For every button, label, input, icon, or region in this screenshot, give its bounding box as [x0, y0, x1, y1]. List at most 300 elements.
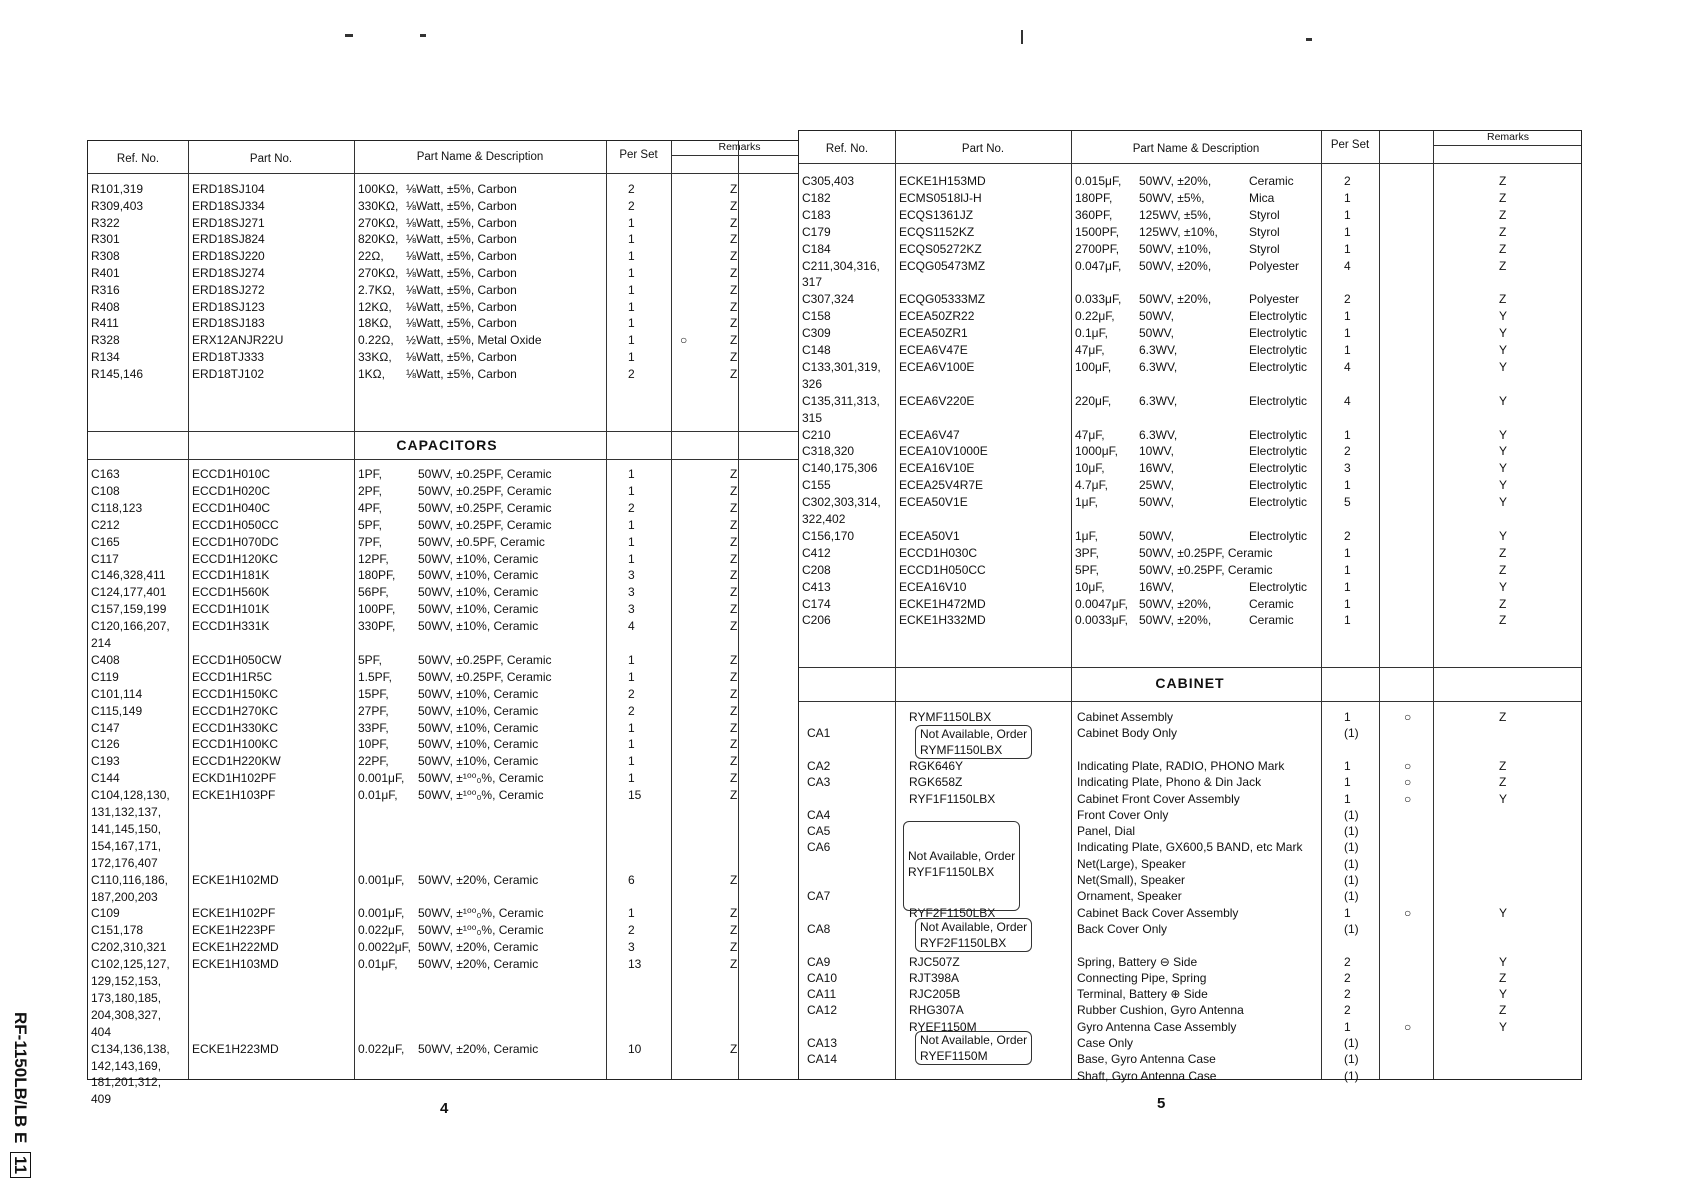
table-row: [799, 291, 1581, 307]
cell-val: 18KΩ,: [358, 316, 392, 331]
cell-part: ECKE1H222MD: [192, 940, 279, 955]
cabinet-title: CABINET: [1155, 675, 1225, 691]
cell-ref: C158: [802, 309, 831, 324]
table-row: [88, 922, 806, 938]
cell-part: ECKE1H103PF: [192, 788, 276, 803]
cell-ref: CA12: [807, 1003, 838, 1018]
cell-qty: 1: [628, 232, 635, 247]
table-row: [88, 500, 806, 516]
cell-val: 22PF,: [358, 754, 389, 769]
table-row: [799, 954, 1581, 970]
cell-desc: Ornament, Speaker: [1077, 889, 1182, 904]
cell-val: 12PF,: [358, 551, 389, 566]
header-part: Part No.: [249, 153, 293, 165]
cell-qty: 1: [1344, 241, 1351, 256]
cell-desc: 50WV, ±10%, Ceramic: [418, 703, 539, 718]
cell-desc: 50WV, ±0.25PF, Ceramic: [418, 517, 552, 532]
cell-qty: 1: [1344, 562, 1351, 577]
cell-rem: Z: [1499, 970, 1507, 985]
cell-desc: ⅛Watt, ±5%, Carbon: [406, 316, 517, 331]
cell-qty: 13: [628, 957, 642, 972]
cell-qty: 1: [628, 316, 635, 331]
cell-rem: Z: [730, 957, 738, 972]
cell-part: ECCD1H560K: [192, 585, 270, 600]
cell-qty: 5: [1344, 495, 1351, 510]
cell-rem: Y: [1499, 495, 1508, 510]
cell-ref: 315: [802, 410, 823, 425]
cell-val: 1.5PF,: [358, 669, 393, 684]
cell-type: Electrolytic: [1249, 579, 1308, 594]
cell-qty: 1: [628, 350, 635, 364]
cell-ref: C124,177,401: [91, 585, 167, 600]
cell-desc: 50WV, ±0.25PF, Ceramic: [418, 467, 552, 481]
cell-qty: 2: [1344, 174, 1351, 188]
cell-part: RHG307A: [909, 1003, 964, 1018]
cell-ref: C155: [802, 478, 831, 493]
cell-ref: R301: [91, 232, 120, 247]
cell-qty: 1: [1344, 596, 1351, 611]
cell-ref: CA10: [807, 970, 838, 985]
cell-desc: 10WV,: [1139, 444, 1174, 459]
cell-rem: Z: [730, 754, 738, 769]
cell-rem: Z: [730, 500, 738, 515]
cell-qty: 1: [628, 720, 635, 735]
header-remarks: Remarks: [718, 141, 761, 153]
cell-ref: 404: [91, 1024, 112, 1039]
cell-desc: Front Cover Only: [1077, 807, 1169, 822]
cell-val: 7PF,: [358, 534, 383, 549]
cell-desc: 50WV,: [1139, 528, 1174, 543]
cell-part: RYEF1150M: [909, 1019, 977, 1034]
model-label: RF-1150LB/LB E: [11, 1012, 30, 1144]
cell-qty: 3: [628, 940, 635, 955]
cell-desc: 50WV, ±0.25PF, Ceramic: [418, 483, 552, 498]
cell-part: ECCD1H150KC: [192, 686, 279, 701]
cell-ref: C212: [91, 517, 120, 532]
cell-desc: 50WV, ±10%, Ceramic: [418, 585, 539, 600]
table-row: [799, 241, 1581, 257]
cell-qty: 1: [1344, 478, 1351, 493]
cell-desc: 50WV,: [1139, 495, 1174, 510]
table-row: [88, 299, 806, 315]
cell-part: RGK658Z: [909, 775, 963, 790]
cell-val: 2.7KΩ,: [358, 282, 395, 297]
table-row: [88, 635, 806, 651]
cell-part: ECEA6V47E: [899, 343, 968, 357]
cell-val: 27PF,: [358, 703, 389, 718]
cell-desc: 6.3WV,: [1139, 427, 1178, 442]
table-row: [88, 282, 806, 298]
cell-part: ECKE1H102PF: [192, 906, 276, 921]
table-row: [88, 248, 806, 264]
cell-ref: C202,310,321: [91, 940, 167, 955]
cell-type: Electrolytic: [1249, 444, 1308, 459]
cell-ref: C183: [802, 207, 831, 222]
cell-desc: 50WV, ±10%, Ceramic: [418, 737, 539, 752]
cell-ref: C133,301,319,: [802, 359, 881, 374]
cell-desc: 50WV, ±¹⁰⁰₀%, Ceramic: [418, 923, 544, 938]
cell-val: 3PF,: [1075, 545, 1100, 560]
cell-rem: Z: [730, 551, 738, 566]
cell-desc: 50WV, ±10%, Ceramic: [418, 619, 539, 634]
header-remarks: Remarks: [1486, 131, 1529, 143]
cell-val: 0.1μF,: [1075, 326, 1108, 341]
cell-type: Electrolytic: [1249, 359, 1308, 374]
cell-qty: 1: [628, 906, 635, 921]
cell-ref: C117: [91, 551, 119, 566]
table-row: [799, 410, 1581, 426]
cell-desc: 50WV, ±20%,: [1139, 292, 1212, 307]
header-desc: Part Name & Description: [416, 151, 544, 163]
cell-ref: 326: [802, 376, 823, 391]
cell-qty: 1: [628, 737, 635, 752]
cell-qty: (1): [1344, 807, 1359, 822]
cell-rem: Z: [1499, 174, 1507, 188]
table-row: [88, 669, 806, 685]
cell-desc: 6.3WV,: [1139, 393, 1178, 408]
cell-part: ERD18SJ271: [192, 215, 265, 230]
cell-desc: Indicating Plate, Phono & Din Jack: [1077, 775, 1262, 790]
cell-part: RJT398A: [909, 970, 960, 985]
cell-qty: 1: [1344, 1019, 1351, 1034]
cell-part: ECEA16V10E: [899, 461, 975, 476]
cell-rem: Y: [1499, 987, 1508, 1002]
cell-desc: 50WV, ±0.25PF, Ceramic: [418, 500, 552, 515]
table-row: [799, 1002, 1581, 1018]
note-not-available: Not Available, Order RYMF1150LBX: [915, 725, 1032, 759]
cell-desc: 50WV, ±20%,: [1139, 258, 1212, 273]
cell-ref: R308: [91, 249, 120, 264]
cell-qty: 1: [628, 333, 635, 348]
cell-rem: Z: [1499, 758, 1507, 773]
cell-val: 0.0033μF,: [1075, 613, 1128, 628]
cell-ref: C135,311,313,: [802, 393, 880, 408]
cell-rem: Z: [730, 215, 738, 230]
cell-qty: 3: [1344, 461, 1351, 476]
cell-part: ECCD1H010C: [192, 467, 271, 481]
cell-rem: Z: [1499, 224, 1507, 239]
cell-val: 10PF,: [358, 737, 389, 752]
cell-val: 0.01μF,: [358, 957, 398, 972]
cell-desc: 50WV, ±0.25PF, Ceramic: [418, 669, 552, 684]
cell-part: ECCD1H050CC: [899, 562, 986, 577]
cell-ref: C412: [802, 545, 831, 560]
table-row: [88, 349, 806, 365]
table-row: [88, 265, 806, 281]
table-row: [799, 1068, 1581, 1084]
cell-desc: Cabinet Assembly: [1077, 710, 1174, 724]
table-row: [88, 736, 806, 752]
table-row: [799, 274, 1581, 290]
cell-part: RYF1F1150LBX: [909, 791, 996, 806]
cell-qty: (1): [1344, 856, 1359, 871]
cell-rem: Y: [1499, 343, 1508, 357]
cell-desc: 50WV, ±0.5PF, Ceramic: [418, 534, 545, 549]
capacitors-title: CAPACITORS: [396, 437, 498, 453]
cell-type: Electrolytic: [1249, 478, 1308, 493]
cell-part: ECCD1H020C: [192, 483, 271, 498]
cell-part: ECCD1H040C: [192, 500, 271, 515]
cell-desc: Shaft, Gyro Antenna Case: [1077, 1068, 1217, 1083]
cell-ref: R145,146: [91, 366, 144, 381]
table-row: [88, 720, 806, 736]
cell-qty: (1): [1344, 889, 1359, 904]
cell-ref: 142,143,169,: [91, 1058, 162, 1073]
cell-rem: Z: [730, 923, 738, 938]
cell-qty: 2: [1344, 970, 1351, 985]
cell-ref: C151,178: [91, 923, 144, 938]
note-not-available: Not Available, Order RYEF1150M: [915, 1031, 1032, 1065]
cell-ref: 154,167,171,: [91, 838, 162, 853]
scan-mark: [1021, 30, 1023, 44]
cell-qty: 10: [628, 1041, 642, 1056]
cell-qty: 1: [628, 517, 635, 532]
cell-ref: 181,201,312,: [91, 1075, 162, 1090]
cell-qty: 1: [1344, 207, 1351, 222]
cell-ref: C120,166,207,: [91, 619, 170, 634]
table-row: [799, 791, 1581, 807]
cell-desc: Gyro Antenna Case Assembly: [1077, 1019, 1237, 1034]
table-row: [799, 774, 1581, 790]
cell-ref: C210: [802, 427, 831, 442]
cell-ref: C140,175,306: [802, 461, 878, 476]
cell-val: 330PF,: [358, 619, 396, 634]
header-part: Part No.: [961, 143, 1005, 155]
cell-rem: Z: [730, 198, 738, 213]
cell-qty: 1: [1344, 710, 1351, 724]
cell-ref: C118,123: [91, 500, 143, 515]
cell-qty: 4: [1344, 359, 1351, 374]
cell-ref: 131,132,137,: [91, 805, 162, 819]
cell-qty: 1: [1344, 613, 1351, 628]
table-row: [799, 612, 1581, 628]
cell-desc: 50WV, ±10%,: [1139, 241, 1212, 256]
cell-desc: Cabinet Back Cover Assembly: [1077, 905, 1239, 920]
table-row: [88, 1074, 806, 1090]
cell-part: ECEA50V1: [899, 528, 960, 543]
cell-qty: (1): [1344, 1052, 1359, 1067]
cell-ref: 204,308,327,: [91, 1007, 162, 1022]
cell-val: 0.001μF,: [358, 872, 405, 887]
cell-mark: ○: [680, 333, 688, 348]
cell-rem: Z: [1499, 562, 1507, 577]
cell-qty: 1: [628, 754, 635, 769]
cell-val: 270KΩ,: [358, 266, 399, 280]
cell-qty: (1): [1344, 726, 1359, 741]
cell-ref: CA8: [807, 921, 831, 936]
cell-qty: 1: [628, 467, 635, 481]
cell-rem: Z: [730, 266, 738, 280]
cell-ref: C134,136,138,: [91, 1041, 170, 1056]
cell-mark: ○: [1404, 775, 1412, 790]
table-row: [88, 990, 806, 1006]
note-not-available: Not Available, Order RYF1F1150LBX: [903, 821, 1020, 911]
cell-desc: 50WV, ±10%, Ceramic: [418, 568, 539, 583]
cell-part: ERD18TJ333: [192, 350, 265, 364]
cell-ref: C104,128,130,: [91, 788, 170, 803]
table-row: [799, 596, 1581, 612]
cell-desc: 50WV, ±¹⁰⁰₀%, Ceramic: [418, 788, 544, 803]
cell-ref: CA4: [807, 807, 831, 822]
cell-ref: C146,328,411: [91, 568, 166, 583]
table-row: [799, 224, 1581, 240]
table-row: [799, 342, 1581, 358]
cell-qty: (1): [1344, 824, 1359, 839]
table-row: [88, 601, 806, 617]
cell-type: Electrolytic: [1249, 461, 1308, 476]
cell-ref: C101,114: [91, 686, 143, 701]
cell-ref: CA9: [807, 954, 831, 969]
cell-desc: Rubber Cushion, Gyro Antenna: [1077, 1003, 1244, 1018]
cell-mark: ○: [1404, 905, 1412, 920]
cell-qty: 6: [628, 872, 635, 887]
cell-part: ECQS1152KZ: [899, 224, 975, 239]
table-row: [88, 181, 806, 197]
cell-ref: C179: [802, 224, 831, 239]
cell-desc: 50WV, ±¹⁰⁰₀%, Ceramic: [418, 771, 544, 786]
cell-part: RGK646Y: [909, 758, 964, 773]
cell-part: ECCD1H070DC: [192, 534, 279, 549]
cell-ref: R309,403: [91, 198, 144, 213]
cell-desc: ⅛Watt, ±5%, Carbon: [406, 249, 517, 264]
cell-val: 1PF,: [358, 467, 383, 481]
cell-part: ECKE1H103MD: [192, 957, 279, 972]
cell-desc: 50WV, ±20%, Ceramic: [418, 957, 539, 972]
cell-ref: C318,320: [802, 444, 855, 459]
cell-rem: Y: [1499, 579, 1508, 594]
cell-ref: CA6: [807, 840, 831, 855]
cell-desc: Net(Small), Speaker: [1077, 873, 1186, 887]
header-ref: Ref. No.: [825, 143, 869, 155]
table-row: [88, 551, 806, 567]
cell-qty: 1: [628, 551, 635, 566]
header-ref: Ref. No.: [116, 153, 160, 165]
cell-qty: 3: [628, 568, 635, 583]
table-row: [88, 939, 806, 955]
cell-qty: (1): [1344, 921, 1359, 936]
cell-rem: Y: [1499, 326, 1508, 341]
cell-rem: Z: [730, 249, 738, 264]
cell-rem: Y: [1499, 359, 1508, 374]
cell-desc: 50WV, ±10%, Ceramic: [418, 754, 539, 769]
cell-qty: 2: [1344, 954, 1351, 969]
cell-ref: CA3: [807, 775, 831, 790]
table-row: [88, 584, 806, 600]
cell-desc: Base, Gyro Antenna Case: [1077, 1052, 1216, 1067]
cell-ref: C184: [802, 241, 831, 256]
cell-desc: 125WV, ±10%,: [1139, 224, 1218, 239]
cell-val: 2700PF,: [1075, 241, 1120, 256]
cell-ref: R134: [91, 350, 120, 364]
cell-ref: CA1: [807, 726, 831, 741]
cell-part: ERD18SJ334: [192, 198, 265, 213]
cell-ref: R408: [91, 299, 120, 314]
cell-part: ECKE1H223MD: [192, 1041, 279, 1056]
cell-type: Electrolytic: [1249, 528, 1308, 543]
table-row: [88, 821, 806, 837]
table-row: [88, 889, 806, 905]
cell-rem: Z: [730, 568, 738, 583]
table-row: [88, 905, 806, 921]
table-row: [88, 1041, 806, 1057]
cell-ref: C115,149: [91, 703, 143, 718]
cell-val: 22Ω,: [358, 249, 384, 264]
table-row: [799, 562, 1581, 578]
cell-part: ECCD1H220KW: [192, 754, 281, 769]
table-row: [88, 787, 806, 803]
cell-part: ERD18SJ104: [192, 182, 265, 196]
table-row: [88, 804, 806, 820]
cell-rem: Z: [730, 467, 738, 481]
cell-qty: 2: [628, 182, 635, 196]
cell-qty: 3: [628, 602, 635, 617]
table-row: [799, 460, 1581, 476]
cell-ref: CA14: [807, 1052, 838, 1067]
cell-ref: R328: [91, 333, 120, 348]
cell-desc: 50WV, ±10%, Ceramic: [418, 686, 539, 701]
cell-rem: Y: [1499, 791, 1508, 806]
table-row: [799, 477, 1581, 493]
table-row: [799, 359, 1581, 375]
cell-rem: Z: [730, 585, 738, 600]
cell-desc: Case Only: [1077, 1036, 1134, 1050]
cell-desc: Cabinet Body Only: [1077, 726, 1178, 741]
table-row: [88, 231, 806, 247]
cell-qty: 1: [628, 771, 635, 786]
cell-desc: Terminal, Battery ⊕ Side: [1077, 987, 1208, 1002]
cell-ref: C309: [802, 326, 831, 341]
scan-mark: [345, 34, 353, 37]
cell-desc: ⅛Watt, ±5%, Carbon: [406, 299, 517, 314]
cell-qty: 1: [1344, 224, 1351, 239]
cell-qty: (1): [1344, 840, 1359, 855]
cell-qty: 15: [628, 788, 642, 803]
cell-ref: C302,303,314,: [802, 495, 881, 510]
cell-desc: 50WV, ±10%, Ceramic: [418, 602, 539, 617]
cell-qty: 1: [628, 652, 635, 667]
table-row: [88, 483, 806, 499]
cell-val: 33PF,: [358, 720, 389, 735]
cell-ref: C108: [91, 483, 120, 498]
table-row: [88, 855, 806, 871]
cell-desc: ⅛Watt, ±5%, Carbon: [406, 266, 517, 280]
cell-rem: Z: [1499, 775, 1507, 790]
cell-part: ECQG05473MZ: [899, 258, 986, 273]
cell-ref: C193: [91, 754, 120, 769]
table-row: [799, 528, 1581, 544]
cell-type: Polyester: [1249, 292, 1300, 307]
cell-desc: ⅛Watt, ±5%, Carbon: [406, 350, 517, 364]
cell-ref: C163: [91, 467, 120, 481]
cell-val: 0.022μF,: [358, 1041, 405, 1056]
header-perset: Per Set: [1330, 139, 1370, 151]
table-row: [88, 315, 806, 331]
cell-ref: CA2: [807, 758, 831, 773]
cell-ref: C408: [91, 652, 120, 667]
cell-type: Styrol: [1249, 207, 1280, 222]
cell-mark: ○: [1404, 1019, 1412, 1034]
cell-ref: C110,116,186,: [91, 872, 168, 887]
cell-desc: 50WV, ±20%,: [1139, 174, 1212, 188]
table-row: [799, 376, 1581, 392]
cell-val: 47μF,: [1075, 427, 1105, 442]
cell-type: Polyester: [1249, 258, 1300, 273]
cell-desc: 50WV,: [1139, 309, 1174, 324]
cell-qty: 1: [1344, 545, 1351, 560]
cell-part: ECKE1H472MD: [899, 596, 986, 611]
cell-desc: 50WV, ±20%, Ceramic: [418, 940, 539, 955]
cell-val: 180PF,: [1075, 190, 1113, 205]
